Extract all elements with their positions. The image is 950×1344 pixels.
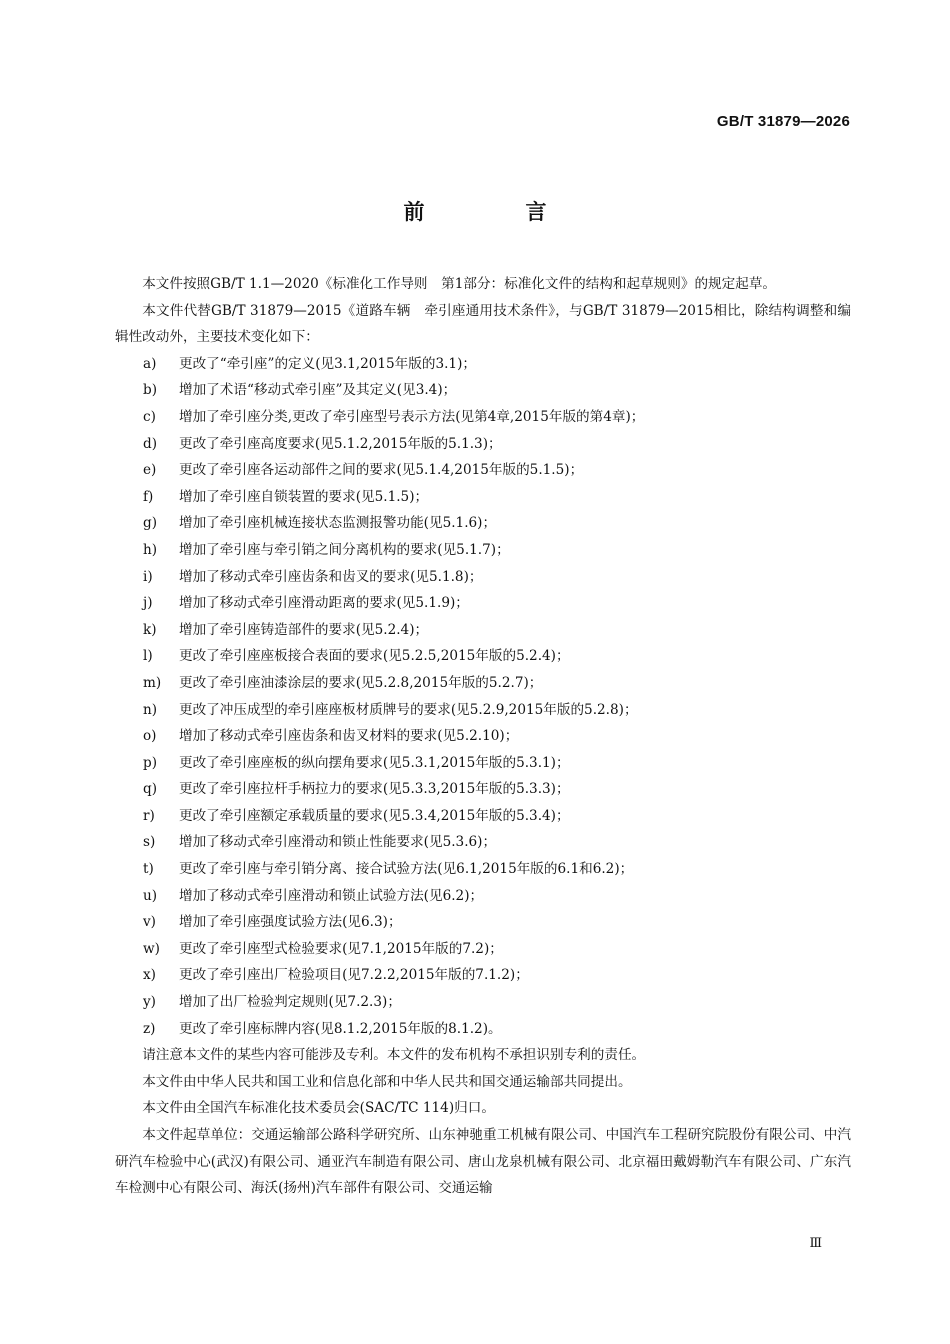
- list-item-text: 增加了移动式牵引座滑动和锁止试验方法(见6.2)；: [179, 887, 484, 904]
- list-item-text: 增加了牵引座与牵引销之间分离机构的要求(见5.1.7)；: [179, 541, 510, 558]
- list-item-text: 更改了“牵引座”的定义(见3.1,2015年版的3.1)；: [179, 355, 476, 372]
- list-item-text: 增加了移动式牵引座齿条和齿叉的要求(见5.1.8)；: [179, 568, 483, 585]
- paragraph-drafting-units: 本文件起草单位：交通运输部公路科学研究所、山东神驰重工机械有限公司、中国汽车工程研究院股份有限公司、中汽研汽车检验中心(武汉)有限公司、通亚汽车制造有限公司、唐山龙泉机械有限公司、北京福田戴姆勒汽车有限公司、广东汽车检测中心有限公司、海沃(扬州)汽车部件有限公司、交通运输: [115, 1127, 851, 1197]
- paragraph-drafting-rule: 本文件按照GB/T 1.1—2020《标准化工作导则 第1部分：标准化文件的结构和起草规则》的规定起草。: [142, 276, 777, 292]
- list-item: [115, 590, 851, 617]
- list-item-text: 更改了牵引座座板接合表面的要求(见5.2.5,2015年版的5.2.4)；: [179, 648, 570, 665]
- list-item-marker: r): [143, 807, 155, 824]
- list-item-marker: b): [143, 382, 158, 399]
- list-item: [115, 351, 851, 378]
- list-item: [115, 750, 851, 777]
- list-item: [115, 431, 851, 458]
- list-item: [115, 564, 851, 591]
- list-item-marker: a): [143, 355, 157, 372]
- list-item-marker: z): [143, 1020, 156, 1037]
- list-item-marker: d): [143, 435, 158, 452]
- list-item: [115, 936, 851, 963]
- preface-body: [115, 271, 851, 1202]
- list-item-text: 增加了移动式牵引座齿条和齿叉材料的要求(见5.2.10)；: [179, 728, 519, 745]
- list-item-text: 增加了术语“移动式牵引座”及其定义(见3.4)；: [179, 382, 457, 399]
- list-item: [115, 537, 851, 564]
- paragraph-committee: 本文件由全国汽车标准化技术委员会(SAC/TC 114)归口。: [142, 1100, 495, 1117]
- list-item: [115, 1016, 851, 1043]
- paragraph-patent-notice: 请注意本文件的某些内容可能涉及专利。本文件的发布机构不承担识别专利的责任。: [142, 1047, 646, 1064]
- page-title: 前 言: [403, 200, 587, 224]
- list-item-text: 更改了牵引座与牵引销分离、接合试验方法(见6.1,2015年版的6.1和6.2)；: [179, 861, 634, 878]
- list-item: [115, 617, 851, 644]
- list-item-marker: w): [143, 940, 160, 957]
- list-item-marker: h): [143, 541, 158, 558]
- list-item: [115, 404, 851, 431]
- list-item: [115, 989, 851, 1016]
- list-item-marker: p): [143, 754, 158, 771]
- paragraph-replacement: 本文件代替GB/T 31879—2015《道路车辆 牵引座通用技术条件》，与GB/T 31879—2015相比，除结构调整和编辑性改动外，主要技术变化如下：: [115, 302, 851, 346]
- page-number: Ⅲ: [809, 1236, 822, 1251]
- list-item-marker: k): [143, 621, 157, 638]
- list-item: [115, 803, 851, 830]
- list-item: [115, 856, 851, 883]
- list-item-marker: l): [143, 648, 153, 665]
- list-item: [115, 670, 851, 697]
- list-item: [115, 723, 851, 750]
- list-item-marker: u): [143, 887, 158, 904]
- list-item-text: 增加了牵引座铸造部件的要求(见5.2.4)；: [179, 621, 429, 638]
- list-item-marker: e): [143, 462, 157, 479]
- document-code: GB/T 31879—2026: [716, 113, 850, 130]
- list-item-marker: f): [143, 488, 154, 505]
- list-item-marker: t): [143, 861, 154, 878]
- list-item: [115, 510, 851, 537]
- list-item-marker: q): [143, 781, 158, 798]
- list-item-text: 更改了牵引座型式检验要求(见7.1,2015年版的7.2)；: [179, 940, 503, 957]
- list-item-marker: x): [143, 967, 156, 984]
- list-item-text: 更改了牵引座高度要求(见5.1.2,2015年版的5.1.3)；: [179, 435, 502, 452]
- list-item-text: 更改了牵引座座板的纵向摆角要求(见5.3.1,2015年版的5.3.1)；: [179, 754, 570, 771]
- list-item-marker: g): [143, 515, 158, 532]
- list-item-marker: i): [143, 568, 153, 585]
- list-item: [115, 643, 851, 670]
- list-item: [115, 484, 851, 511]
- list-item: [115, 377, 851, 404]
- list-item-text: 更改了牵引座各运动部件之间的要求(见5.1.4,2015年版的5.1.5)；: [179, 462, 584, 479]
- list-item-text: 更改了冲压成型的牵引座座板材质牌号的要求(见5.2.9,2015年版的5.2.8)；: [179, 701, 638, 718]
- list-item-text: 更改了牵引座标牌内容(见8.1.2,2015年版的8.1.2)。: [179, 1020, 502, 1037]
- list-item-text: 增加了移动式牵引座滑动距离的要求(见5.1.9)；: [179, 595, 469, 612]
- list-item-text: 增加了移动式牵引座滑动和锁止性能要求(见5.3.6)；: [179, 834, 497, 851]
- list-item-marker: m): [143, 674, 162, 691]
- list-item-text: 增加了牵引座自锁装置的要求(见5.1.5)；: [179, 488, 429, 505]
- list-item-marker: v): [143, 914, 156, 931]
- list-item-marker: s): [143, 834, 156, 851]
- paragraph-proposer: 本文件由中华人民共和国工业和信息化部和中华人民共和国交通运输部共同提出。: [142, 1073, 632, 1090]
- list-item-marker: j): [143, 595, 153, 612]
- list-item-marker: o): [143, 728, 157, 745]
- list-item: [115, 883, 851, 910]
- list-item-text: 更改了牵引座油漆涂层的要求(见5.2.8,2015年版的5.2.7)；: [179, 674, 543, 691]
- list-item-marker: y): [143, 994, 156, 1011]
- list-item-marker: c): [143, 408, 156, 425]
- list-item-text: 增加了牵引座分类,更改了牵引座型号表示方法(见第4章,2015年版的第4章)；: [179, 408, 645, 425]
- list-item: [115, 962, 851, 989]
- list-item-text: 更改了牵引座出厂检验项目(见7.2.2,2015年版的7.1.2)；: [179, 967, 529, 984]
- list-item-marker: n): [143, 701, 158, 718]
- list-item-text: 增加了牵引座机械连接状态监测报警功能(见5.1.6)；: [179, 515, 497, 532]
- list-item: [115, 909, 851, 936]
- list-item-text: 增加了牵引座强度试验方法(见6.3)；: [179, 914, 402, 931]
- technical-changes-list: [115, 351, 851, 1042]
- list-item: [115, 829, 851, 856]
- list-item-text: 增加了出厂检验判定规则(见7.2.3)；: [179, 994, 401, 1011]
- list-item-text: 更改了牵引座额定承载质量的要求(见5.3.4,2015年版的5.3.4)；: [179, 807, 570, 824]
- list-item: [115, 697, 851, 724]
- list-item-text: 更改了牵引座拉杆手柄拉力的要求(见5.3.3,2015年版的5.3.3)；: [179, 781, 570, 798]
- list-item: [115, 457, 851, 484]
- list-item: [115, 776, 851, 803]
